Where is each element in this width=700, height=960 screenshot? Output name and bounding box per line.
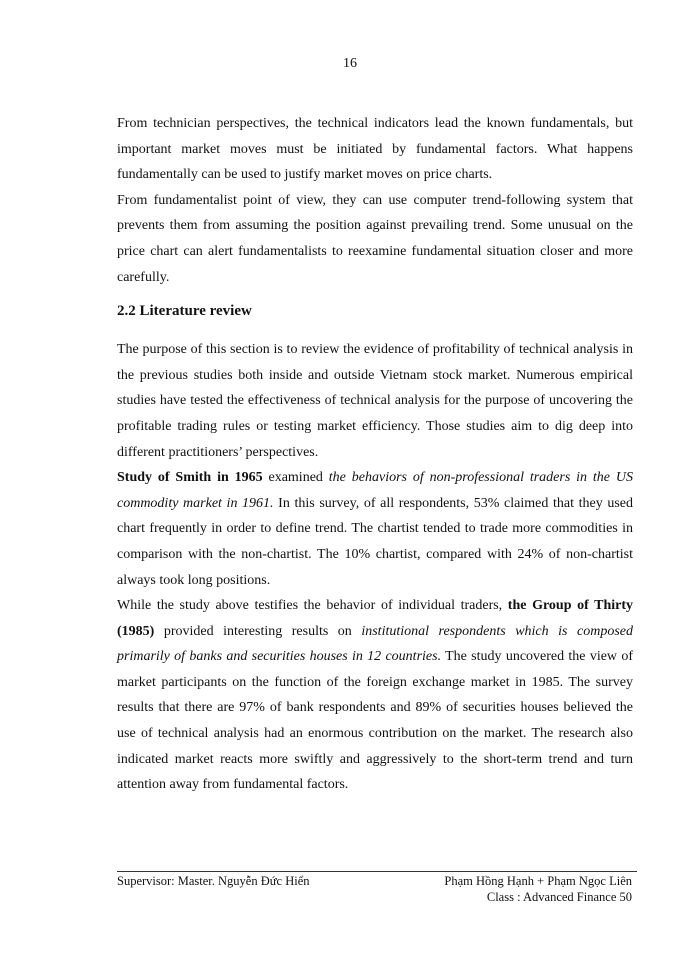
paragraph-smith bbox=[117, 465, 633, 593]
smith-emphasis: the behaviors of non-professional traders in the US commodity market in 1961. bbox=[117, 470, 634, 511]
group-text-0: While the study above testifies the behavior of individual traders, bbox=[117, 598, 508, 614]
footer-authors: Phạm Hồng Hạnh + Phạm Ngọc Liên bbox=[444, 874, 632, 888]
group-text-2: The study uncovered the view of market participants on the function of the foreign exchange market in 1985. The survey results that there are 97% of bank respondents and 89% of securities houses believed the use of technical analysis had an enormous contribution on the market. The research also indicated market reacts more swiftly and aggressively to the short-term trend and turn attention away from fundamental factors. bbox=[117, 649, 633, 793]
paragraph-purpose: The purpose of this section is to review the evidence of profitability of technical analysis in the previous studies both inside and outside Vietnam stock market. Numerous empirical studies have tested the effectiveness of technical analysis for the purpose of uncovering the profitable trading rules or testing market efficiency. Those studies aim to dig deep into different practitioners’ perspectives. bbox=[117, 342, 633, 460]
document-body bbox=[117, 111, 633, 798]
footer-class: Class : Advanced Finance 50 bbox=[486, 890, 632, 904]
footer-authors-block bbox=[444, 873, 632, 905]
smith-text-1: examined bbox=[262, 470, 329, 486]
smith-study-title: Study of Smith in 1965 bbox=[117, 470, 263, 486]
footer-divider bbox=[117, 871, 637, 872]
group-text-1: provided interesting results on bbox=[154, 623, 362, 639]
section-heading: 2.2 Literature review bbox=[117, 303, 252, 320]
smith-text-2: In this survey, of all respondents, 53% claimed that they used chart frequently in order to define trend. The chartist tended to trade more commodities in comparison with the non-chartist. The 10% chartist, compared with 24% of non-chartist always took long positions. bbox=[117, 495, 633, 588]
paragraph-group-of-thirty bbox=[117, 593, 633, 798]
page-number: 16 bbox=[343, 56, 357, 71]
footer-supervisor: Supervisor: Master. Nguyễn Đức Hiển bbox=[117, 874, 310, 888]
paragraph-fundamentalist: From fundamentalist point of view, they can use computer trend-following system that prevents them from assuming the position against prevailing trend. Some unusual on the price chart can alert fundamentalists to reexamine fundamental situation closer and more carefully. bbox=[117, 192, 633, 285]
group-study-title: the Group of Thirty (1985) bbox=[117, 598, 633, 639]
group-emphasis: institutional respondents which is composed primarily of banks and securities houses in 12 countries. bbox=[117, 623, 633, 665]
paragraph-technician: From technician perspectives, the technical indicators lead the known fundamentals, but important market moves must be initiated by fundamental factors. What happens fundamentally can be used to justify market moves on price charts. bbox=[117, 116, 633, 183]
